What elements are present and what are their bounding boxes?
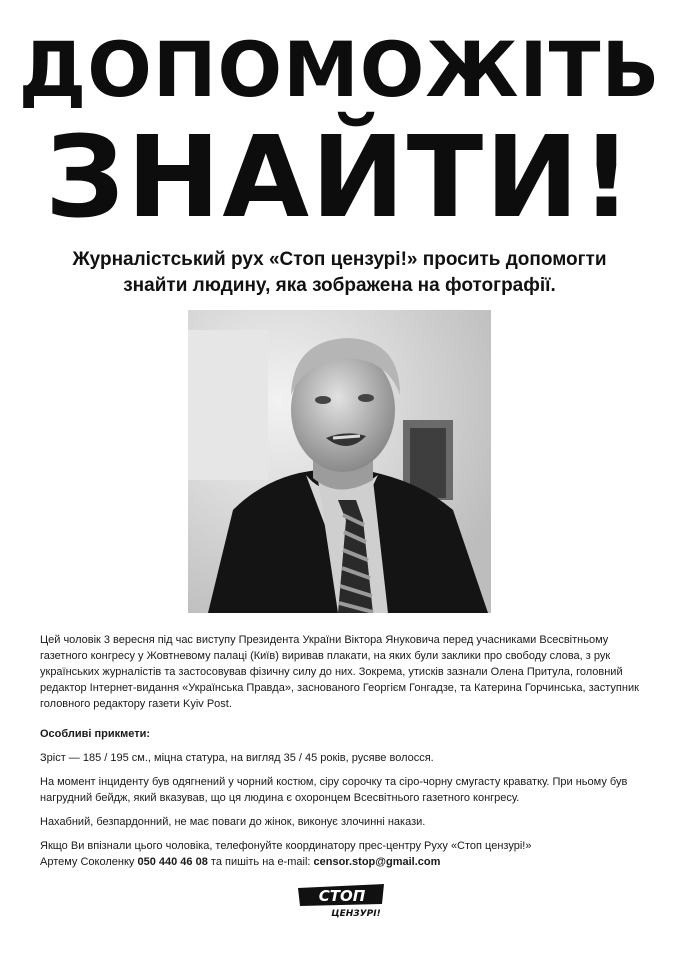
description-paragraph: Цей чоловік 3 вересня під час виступу Президента України Віктора Януковича перед учасниками Всесвітньому газетного конгресу у Жовтневому палаці (Київ) виривав плакати, на яких були заклики про свободу слова, з рук українських журналістів та застосовував фізичну силу до них. Зокрема, утисків зазнали Олена Притула, головний редактор Інтернет-видання «Українська Правда», заснованого Георгієм Гонгадзе, та Катерина Горчинська, заступник головного редактору газети Kyiv Post. — [40, 634, 639, 710]
contact-email: censor.stop@gmail.com — [313, 856, 441, 868]
contact-phone: 050 440 46 08 — [137, 856, 208, 868]
suspect-photo — [188, 310, 491, 613]
subtitle-line-2: знайти людину, яка зображена на фотографії. — [123, 275, 556, 296]
subtitle — [30, 247, 649, 299]
feature-clothing: На момент інциденту був одягнений у чорний костюм, сіру сорочку та сіро-чорну смугасту краватку. При ньому був нагрудний бейдж, який вказував, що ця людина є охоронцем Всесвітнього газетного конгресу. — [40, 776, 628, 804]
contact-name: Артему Соколенку — [40, 856, 135, 868]
feature-height: Зріст — 185 / 195 см., міцна статура, на вигляд 35 / 45 років, русяве волосся. — [40, 752, 434, 764]
logo-bottom-text: ЦЕНЗУРІ! — [331, 909, 381, 918]
features-heading: Особливі прикмети: — [40, 728, 151, 740]
feature-behavior: Нахабний, безпардонний, не має поваги до жінок, виконує злочинні накази. — [40, 816, 426, 828]
headline-line-2: ЗНАЙТИ! — [45, 113, 634, 243]
headline-line-1: ДОПОМОЖІТЬ — [18, 25, 661, 114]
stop-censorship-logo — [296, 884, 386, 918]
subtitle-line-1: Журналістський рух «Стоп цензурі!» просить допомогти — [72, 249, 607, 270]
man-portrait-icon — [188, 310, 491, 613]
contact-line-1: Якщо Ви впізнали цього чоловіка, телефонуйте координатору прес-центру Руху «Стоп цензурі!» — [40, 840, 532, 852]
contact-middle: та пишіть на e-mail: — [210, 856, 311, 868]
logo-top-text: СТОП — [318, 887, 366, 905]
description-block — [40, 632, 645, 878]
contact-paragraph — [40, 838, 645, 870]
